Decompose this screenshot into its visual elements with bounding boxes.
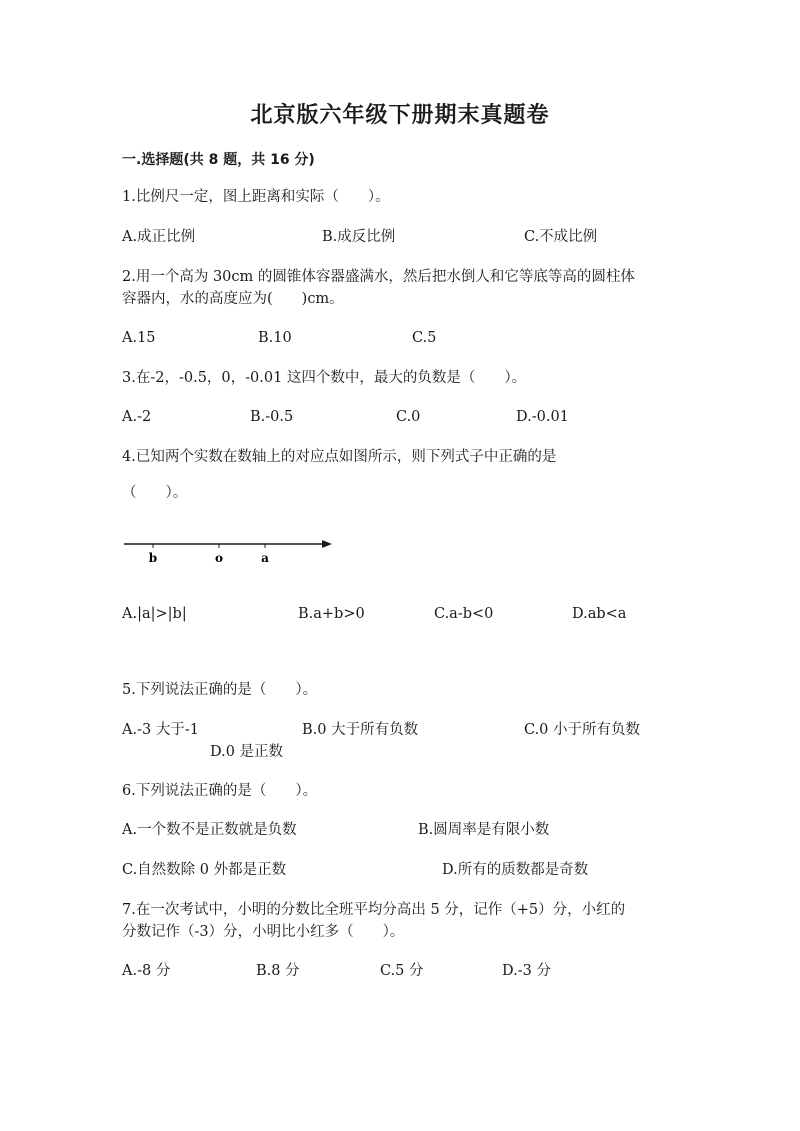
question-6-option-c[interactable]: C.自然数除 0 外都是正数 — [122, 862, 287, 878]
axis-label-o: o — [214, 551, 224, 565]
question-3-option-c[interactable]: C.0 — [396, 409, 421, 425]
question-1-option-a[interactable]: A.成正比例 — [122, 229, 196, 245]
question-6-option-d[interactable]: D.所有的质数都是奇数 — [442, 862, 589, 878]
axis-label-a: a — [261, 551, 269, 565]
question-2-option-c[interactable]: C.5 — [412, 330, 437, 346]
question-3-stem: 3.在-2，-0.5，0，-0.01 这四个数中，最大的负数是（ ）。 — [122, 370, 527, 386]
number-line-arrow-icon — [322, 540, 332, 548]
question-5-option-b[interactable]: B.0 大于所有负数 — [302, 722, 419, 738]
question-7-option-a[interactable]: A.-8 分 — [122, 963, 171, 979]
question-1-option-c[interactable]: C.不成比例 — [524, 229, 598, 245]
question-4-stem-line-2: （ ）。 — [122, 485, 188, 501]
question-3-option-a[interactable]: A.-2 — [122, 409, 152, 425]
question-5-stem: 5.下列说法正确的是（ ）。 — [122, 682, 318, 698]
question-1-stem: 1.比例尺一定，图上距离和实际（ ）。 — [122, 189, 390, 205]
question-4-option-c[interactable]: C.a-b<0 — [434, 606, 494, 622]
axis-label-b: b — [148, 551, 158, 565]
question-7-option-b[interactable]: B.8 分 — [256, 963, 300, 979]
question-3-option-d[interactable]: D.-0.01 — [516, 409, 569, 425]
question-3-option-b[interactable]: B.-0.5 — [250, 409, 294, 425]
question-4-option-a[interactable]: A.|a|>|b| — [122, 606, 187, 622]
page-title: 北京版六年级下册期末真题卷 — [250, 103, 550, 128]
question-7-stem-line-1: 7.在一次考试中，小明的分数比全班平均分高出 5 分，记作（+5）分，小红的 — [122, 902, 626, 918]
question-5-option-a[interactable]: A.-3 大于-1 — [122, 722, 199, 738]
section-heading: 一.选择题(共 8 题，共 16 分) — [122, 152, 315, 168]
question-2-option-a[interactable]: A.15 — [122, 330, 156, 346]
question-4-stem-line-1: 4.已知两个实数在数轴上的对应点如图所示，则下列式子中正确的是 — [122, 449, 557, 465]
question-6-option-a[interactable]: A.一个数不是正数就是负数 — [122, 822, 297, 838]
question-2-stem-line-1: 2.用一个高为 30cm 的圆锥体容器盛满水，然后把水倒人和它等底等高的圆柱体 — [122, 269, 635, 285]
question-7-stem-line-2: 分数记作（-3）分，小明比小红多（ ）。 — [122, 924, 405, 940]
number-line-figure — [120, 530, 340, 570]
question-5-option-c[interactable]: C.0 小于所有负数 — [524, 722, 641, 738]
question-6-stem: 6.下列说法正确的是（ ）。 — [122, 783, 318, 799]
question-5-option-d[interactable]: D.0 是正数 — [210, 744, 284, 760]
question-2-option-b[interactable]: B.10 — [258, 330, 292, 346]
question-7-option-d[interactable]: D.-3 分 — [502, 963, 551, 979]
question-1-option-b[interactable]: B.成反比例 — [322, 229, 396, 245]
question-6-option-b[interactable]: B.圆周率是有限小数 — [418, 822, 550, 838]
question-4-option-d[interactable]: D.ab<a — [572, 606, 627, 622]
question-4-option-b[interactable]: B.a+b>0 — [298, 606, 365, 622]
question-7-option-c[interactable]: C.5 分 — [380, 963, 424, 979]
question-2-stem-line-2: 容器内，水的高度应为( )cm。 — [122, 291, 344, 307]
